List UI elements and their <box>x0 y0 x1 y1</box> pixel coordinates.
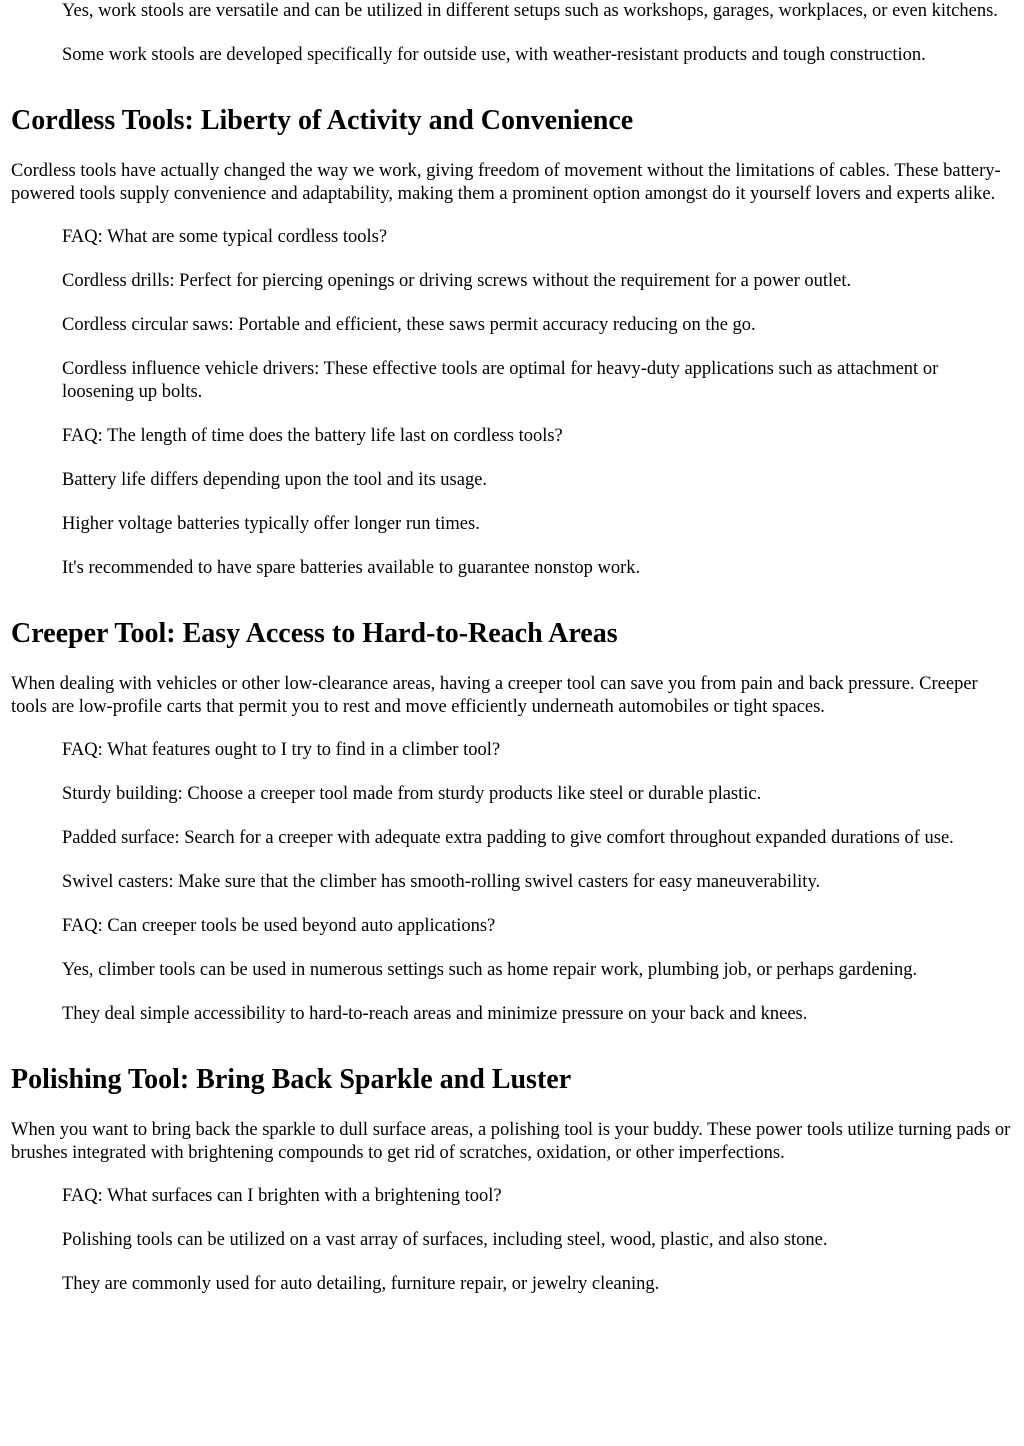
faq-answer: Some work stools are developed specifically for outside use, with weather-resistant products and tough construction. <box>62 45 926 65</box>
section-intro-cordless: Cordless tools have actually changed the way we work, giving freedom of movement without the limitations of cables. These battery-powered tools supply convenience and adaptability, making them a prominent option amongst do it yourself lovers and experts alike. <box>11 161 1001 204</box>
creeper-faq-block <box>62 739 1011 1026</box>
section-heading-creeper: Creeper Tool: Easy Access to Hard-to-Reach Areas <box>11 618 618 649</box>
stools-faq-block <box>62 0 1011 67</box>
section-intro-polishing: When you want to bring back the sparkle to dull surface areas, a polishing tool is your buddy. These power tools utilize turning pads or brushes integrated with brightening compounds to get rid of scratches, oxidation, or other imperfections. <box>11 1120 1011 1163</box>
article <box>11 0 1011 1296</box>
faq-answer: Battery life differs depending upon the tool and its usage. <box>62 470 488 490</box>
faq-answer: Padded surface: Search for a creeper with adequate extra padding to give comfort throughout expanded durations of use. <box>62 828 954 848</box>
faq-answer: They deal simple accessibility to hard-to-reach areas and minimize pressure on your back and knees. <box>62 1004 808 1024</box>
faq-question: FAQ: Can creeper tools be used beyond auto applications? <box>62 916 496 936</box>
faq-answer: Cordless drills: Perfect for piercing openings or driving screws without the requirement for a power outlet. <box>62 271 852 291</box>
faq-question: FAQ: The length of time does the battery life last on cordless tools? <box>62 426 563 446</box>
cordless-faq-block <box>62 226 1011 580</box>
faq-answer: Cordless influence vehicle drivers: These effective tools are optimal for heavy-duty applications such as attachment or loosening up bolts. <box>62 359 939 402</box>
faq-answer: Polishing tools can be utilized on a vast array of surfaces, including steel, wood, plastic, and also stone. <box>62 1230 828 1250</box>
faq-question: FAQ: What features ought to I try to find in a climber tool? <box>62 740 501 760</box>
faq-answer: Sturdy building: Choose a creeper tool made from sturdy products like steel or durable plastic. <box>62 784 762 804</box>
faq-question: FAQ: What surfaces can I brighten with a brightening tool? <box>62 1186 502 1206</box>
faq-answer: Yes, climber tools can be used in numerous settings such as home repair work, plumbing job, or perhaps gardening. <box>62 960 918 980</box>
faq-answer: Yes, work stools are versatile and can be utilized in different setups such as workshops, garages, workplaces, or even kitchens. <box>62 1 998 21</box>
section-heading-cordless: Cordless Tools: Liberty of Activity and Convenience <box>11 105 634 136</box>
faq-answer: It's recommended to have spare batteries available to guarantee nonstop work. <box>62 558 641 578</box>
section-intro-creeper: When dealing with vehicles or other low-clearance areas, having a creeper tool can save you from pain and back pressure. Creeper tools are low-profile carts that permit you to rest and move efficiently underneath automobiles or tight spaces. <box>11 674 978 717</box>
faq-answer: Higher voltage batteries typically offer longer run times. <box>62 514 480 534</box>
faq-answer: Cordless circular saws: Portable and efficient, these saws permit accuracy reducing on the go. <box>62 315 756 335</box>
faq-answer: Swivel casters: Make sure that the climber has smooth-rolling swivel casters for easy maneuverability. <box>62 872 821 892</box>
polishing-faq-block <box>62 1185 1011 1296</box>
faq-answer: They are commonly used for auto detailing, furniture repair, or jewelry cleaning. <box>62 1274 660 1294</box>
faq-question: FAQ: What are some typical cordless tools? <box>62 227 388 247</box>
section-heading-polishing: Polishing Tool: Bring Back Sparkle and Luster <box>11 1064 572 1095</box>
